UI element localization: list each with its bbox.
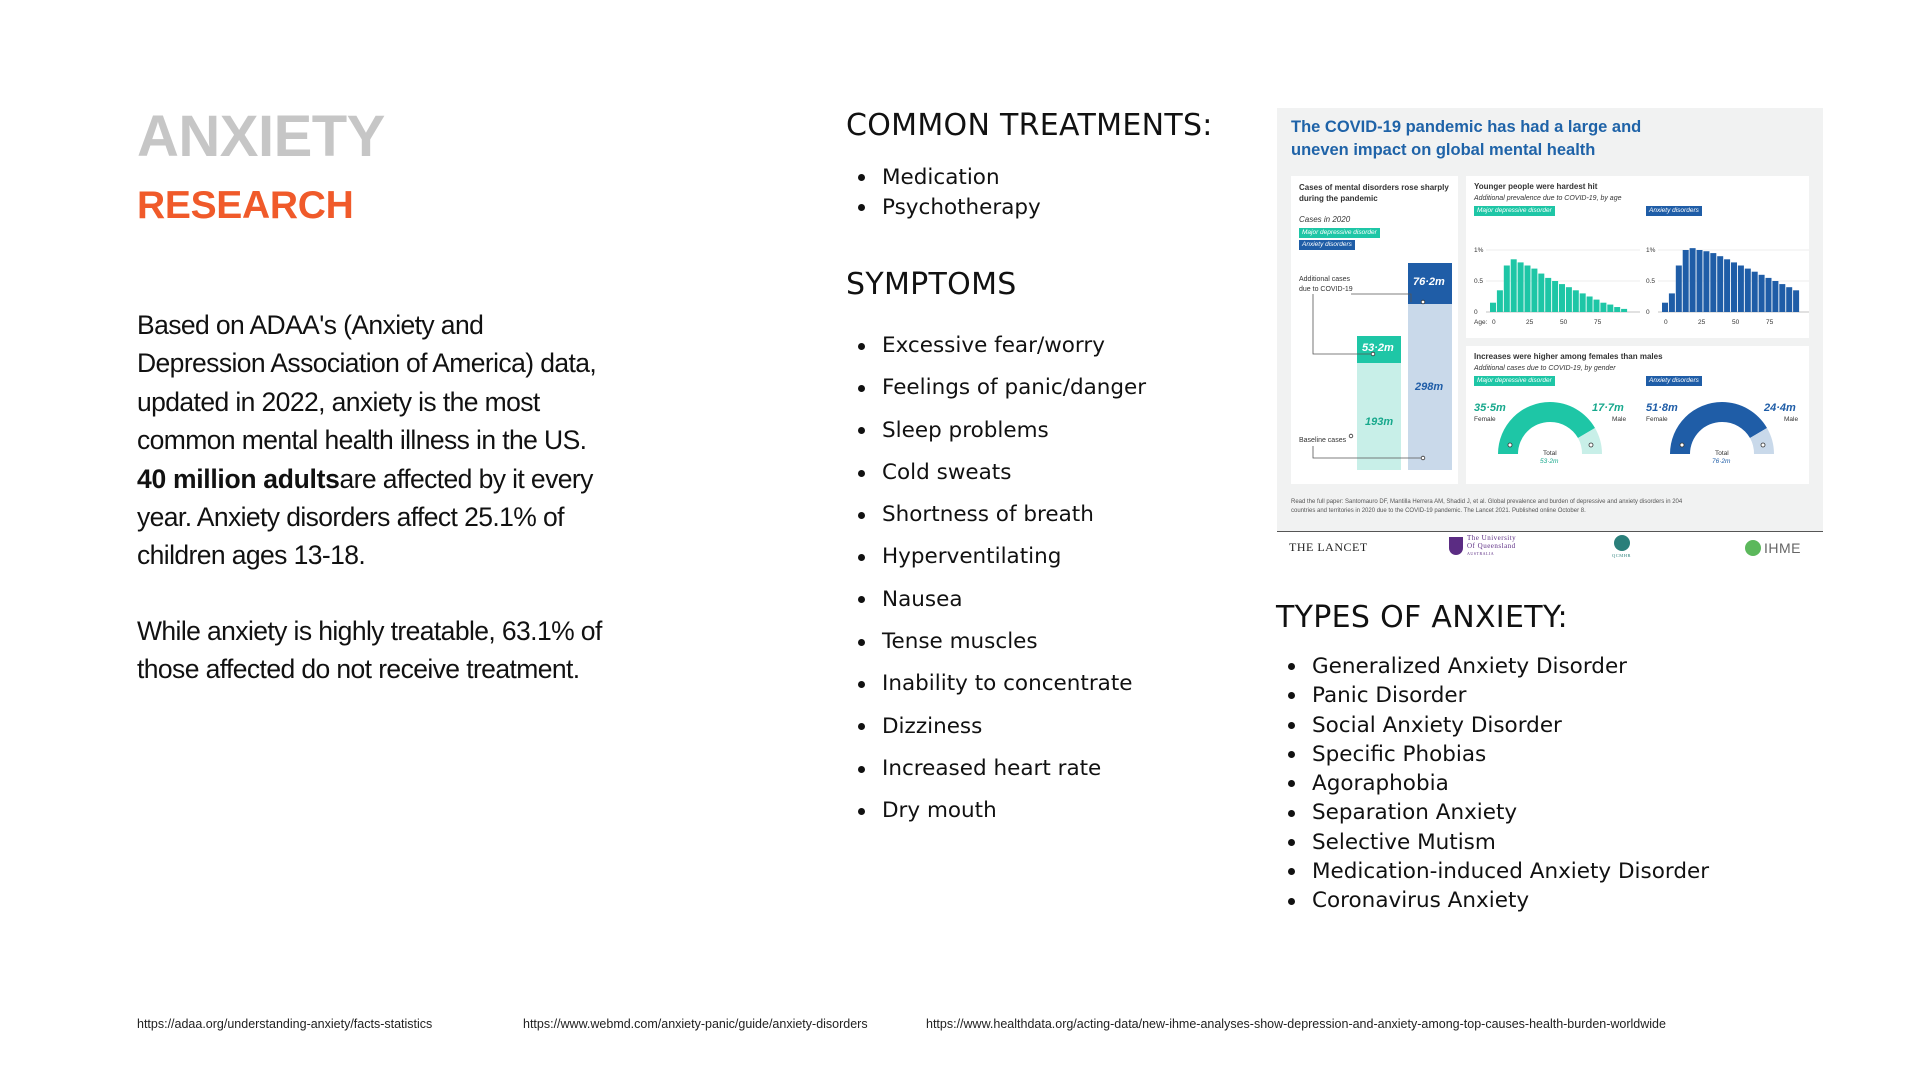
page-subtitle: RESEARCH: [137, 184, 354, 227]
cases-bars-graphic: [1291, 176, 1458, 484]
intro-text-start: Based on ADAA's (Anxiety and Depression Association of America) data, updated in 2022, anxiety is the most common mental health illness in the US.: [137, 310, 597, 456]
lancet-logo: THE LANCET: [1289, 540, 1368, 554]
list-item: Excessive fear/worry: [846, 325, 1146, 367]
list-item: Panic Disorder: [1276, 681, 1709, 710]
uq-logo-line: Of Queensland: [1467, 541, 1516, 550]
anxiety-age-bar: [1786, 287, 1792, 312]
mdd-age-bar: [1518, 262, 1524, 312]
legend-mdd: Major depressive disorder: [1299, 228, 1380, 238]
marker-dot: [1680, 443, 1684, 447]
anxiety-total-label: Total: [1715, 450, 1729, 457]
logo-bar: [1277, 531, 1823, 565]
mdd-male-value: 17·7m: [1592, 402, 1624, 414]
marker-dot: [1589, 443, 1593, 447]
gender-panel: [1466, 346, 1809, 484]
qcmhr-emblem-icon: [1614, 535, 1630, 551]
treatment-gap-paragraph: While anxiety is highly treatable, 63.1% of those affected do not receive treatment.: [137, 616, 602, 685]
list-item: Increased heart rate: [846, 748, 1146, 790]
citation-text: Read the full paper: Santomauro DF, Mantilla Herrera AM, Shadid J, et al. Global prevalence and burden of depressive and anxiety disorders in 204 countries and territories in 2020 due to the COVID-19 pandemic. The Lancet 2021. Published online October 8.: [1291, 499, 1683, 514]
list-item: Specific Phobias: [1276, 740, 1709, 769]
list-item: Shortness of breath: [846, 494, 1146, 536]
covid-mental-health-infographic: [1277, 108, 1823, 565]
mdd-total-label: Total: [1543, 450, 1557, 457]
anxiety-male-value: 24·4m: [1764, 402, 1796, 414]
mdd-age-bar: [1504, 266, 1510, 313]
source-link-adaa[interactable]: https://adaa.org/understanding-anxiety/facts-statistics: [137, 1017, 433, 1031]
anxiety-female-value: 51·8m: [1646, 402, 1678, 414]
mdd-total-value: 53·2m: [1540, 458, 1559, 465]
mdd-x-tick: 25: [1526, 319, 1534, 326]
anxiety-age-bar: [1745, 269, 1751, 312]
list-item: Cold sweats: [846, 452, 1146, 494]
list-item: Dry mouth: [846, 790, 1146, 832]
anxiety-x-tick: 0: [1664, 319, 1668, 326]
mdd-age-bar: [1490, 303, 1496, 312]
anxiety-age-bar: [1724, 259, 1730, 312]
marker-dot: [1508, 443, 1512, 447]
list-item: Sleep problems: [846, 410, 1146, 452]
anxiety-baseline-value: 298m: [1415, 381, 1444, 393]
types-list: [1276, 652, 1709, 916]
uq-logo-line: AUSTRALIA: [1467, 551, 1495, 556]
mdd-age-bar: [1614, 307, 1620, 312]
anxiety-y-tick: 0.5: [1646, 278, 1656, 285]
female-label: Female: [1646, 416, 1668, 423]
mdd-y-tick: 1%: [1474, 247, 1484, 254]
mdd-age-bar: [1607, 305, 1613, 312]
uq-crest-icon: [1449, 537, 1463, 555]
mdd-baseline-value: 193m: [1365, 416, 1394, 428]
treatments-heading: COMMON TREATMENTS:: [846, 108, 1213, 143]
male-label: Male: [1784, 416, 1799, 423]
mdd-age-bar: [1545, 278, 1551, 312]
mdd-age-bar: [1621, 309, 1627, 312]
anxiety-x-tick: 50: [1732, 319, 1740, 326]
legend-mdd: Major depressive disorder: [1474, 376, 1555, 386]
list-item: Generalized Anxiety Disorder: [1276, 652, 1709, 681]
anxiety-additional-value: 76·2m: [1413, 276, 1445, 288]
age-axis-label: Age:: [1474, 319, 1488, 326]
gender-panel-heading: Increases were higher among females than males: [1474, 352, 1663, 361]
anxiety-age-bar: [1772, 281, 1778, 312]
anxiety-y-tick: 0: [1646, 309, 1650, 316]
mdd-x-tick: 0: [1492, 319, 1496, 326]
anxiety-age-bar: [1759, 275, 1765, 312]
legend-anxiety: Anxiety disorders: [1646, 206, 1702, 216]
mdd-additional-value: 53·2m: [1362, 342, 1394, 354]
list-item: Social Anxiety Disorder: [1276, 711, 1709, 740]
types-heading: TYPES OF ANXIETY:: [1276, 600, 1568, 635]
anxiety-age-bar: [1676, 266, 1682, 313]
anxiety-age-bar: [1690, 248, 1696, 312]
mdd-age-bar: [1587, 297, 1593, 313]
list-item: Medication-induced Anxiety Disorder: [1276, 857, 1709, 886]
marker-dot: [1421, 300, 1425, 304]
mdd-y-tick: 0.5: [1474, 278, 1484, 285]
ihme-leaf-icon: [1745, 540, 1761, 556]
list-item: Tense muscles: [846, 621, 1146, 663]
male-label: Male: [1612, 416, 1627, 423]
infographic-title: The COVID-19 pandemic has had a large and uneven impact on global mental health: [1291, 118, 1642, 159]
anxiety-x-tick: 25: [1698, 319, 1706, 326]
anxiety-age-bar: [1766, 278, 1772, 312]
age-histograms: [1466, 176, 1809, 338]
anxiety-age-bar: [1717, 256, 1723, 312]
mdd-age-bar: [1497, 290, 1503, 312]
baseline-cases-label: Baseline cases: [1299, 437, 1347, 444]
treatments-list: [846, 163, 1041, 222]
age-panel-heading: Younger people were hardest hit: [1474, 182, 1598, 191]
anxiety-age-bar: [1731, 262, 1737, 312]
cases-panel: [1291, 176, 1458, 484]
marker-dot: [1349, 434, 1353, 438]
mdd-age-bar: [1525, 266, 1531, 313]
anxiety-y-tick: 1%: [1646, 247, 1656, 254]
source-link-healthdata[interactable]: https://www.healthdata.org/acting-data/new-ihme-analyses-show-depression-and-anxiety-among-top-causes-health-burden-worldwide: [926, 1017, 1666, 1031]
list-item: Feelings of panic/danger: [846, 367, 1146, 409]
anxiety-age-bar: [1662, 303, 1668, 312]
ihme-logo: IHME: [1764, 540, 1801, 556]
list-item: Coronavirus Anxiety: [1276, 886, 1709, 915]
connector-line: [1351, 294, 1411, 302]
age-panel: [1466, 176, 1809, 338]
mdd-age-bar: [1531, 269, 1537, 312]
gender-panel-subheading: Additional cases due to COVID-19, by gender: [1474, 365, 1616, 372]
cases-panel-subheading: Cases in 2020: [1299, 215, 1351, 224]
mdd-age-bar: [1573, 290, 1579, 312]
female-label: Female: [1474, 416, 1496, 423]
anxiety-age-bar: [1669, 293, 1675, 312]
mdd-female-value: 35·5m: [1474, 402, 1506, 414]
list-item: Hyperventilating: [846, 536, 1146, 578]
marker-dot: [1421, 456, 1425, 460]
mdd-age-bar: [1538, 274, 1544, 312]
intro-text-end: are affected by it every year. Anxiety disorders affect 25.1% of children ages 13-18.: [137, 463, 593, 571]
anxiety-age-bar: [1710, 253, 1716, 312]
anxiety-age-bar: [1738, 266, 1744, 313]
list-item: Nausea: [846, 579, 1146, 621]
legend-mdd: Major depressive disorder: [1474, 206, 1555, 216]
anxiety-x-tick: 75: [1766, 319, 1774, 326]
mdd-age-bar: [1594, 300, 1600, 312]
list-item: Inability to concentrate: [846, 663, 1146, 705]
mdd-age-bar: [1566, 287, 1572, 312]
list-item: Agoraphobia: [1276, 769, 1709, 798]
list-item: Selective Mutism: [1276, 828, 1709, 857]
anxiety-age-bar: [1703, 251, 1709, 312]
gender-gauges: [1466, 346, 1809, 484]
anxiety-age-bar: [1683, 250, 1689, 312]
legend-anxiety: Anxiety disorders: [1299, 240, 1355, 250]
uq-logo: [1467, 535, 1516, 558]
anxiety-total-value: 76·2m: [1712, 458, 1731, 465]
list-item: Psychotherapy: [846, 193, 1041, 223]
uq-logo-line: The University: [1467, 534, 1517, 542]
intro-highlight: 40 million adults: [137, 463, 340, 494]
list-item: Separation Anxiety: [1276, 798, 1709, 827]
anxiety-age-bar: [1752, 272, 1758, 312]
anxiety-age-bar: [1697, 250, 1703, 312]
intro-paragraph: [137, 306, 617, 575]
list-item: Medication: [846, 163, 1041, 193]
source-link-webmd[interactable]: https://www.webmd.com/anxiety-panic/guide/anxiety-disorders: [523, 1017, 868, 1031]
marker-dot: [1761, 443, 1765, 447]
age-panel-subheading: Additional prevalence due to COVID-19, by age: [1474, 195, 1622, 202]
list-item: Dizziness: [846, 706, 1146, 748]
symptoms-heading: SYMPTOMS: [846, 267, 1017, 302]
anxiety-age-bar: [1793, 290, 1799, 312]
mdd-age-bar: [1511, 259, 1517, 312]
page-title: ANXIETY: [137, 104, 385, 169]
mdd-age-bar: [1600, 303, 1606, 312]
mdd-x-tick: 75: [1594, 319, 1602, 326]
anxiety-age-bar: [1779, 284, 1785, 312]
symptoms-list: [846, 325, 1146, 833]
additional-cases-label: Additional cases due to COVID-19: [1299, 276, 1353, 293]
mdd-y-tick: 0: [1474, 309, 1478, 316]
cases-panel-heading: Cases of mental disorders rose sharply during the pandemic: [1299, 183, 1449, 203]
mdd-age-bar: [1559, 284, 1565, 312]
mdd-age-bar: [1552, 281, 1558, 312]
qcmhr-logo: QCMHR: [1612, 553, 1632, 558]
mdd-x-tick: 50: [1560, 319, 1568, 326]
mdd-age-bar: [1580, 293, 1586, 312]
legend-anxiety: Anxiety disorders: [1646, 376, 1702, 386]
